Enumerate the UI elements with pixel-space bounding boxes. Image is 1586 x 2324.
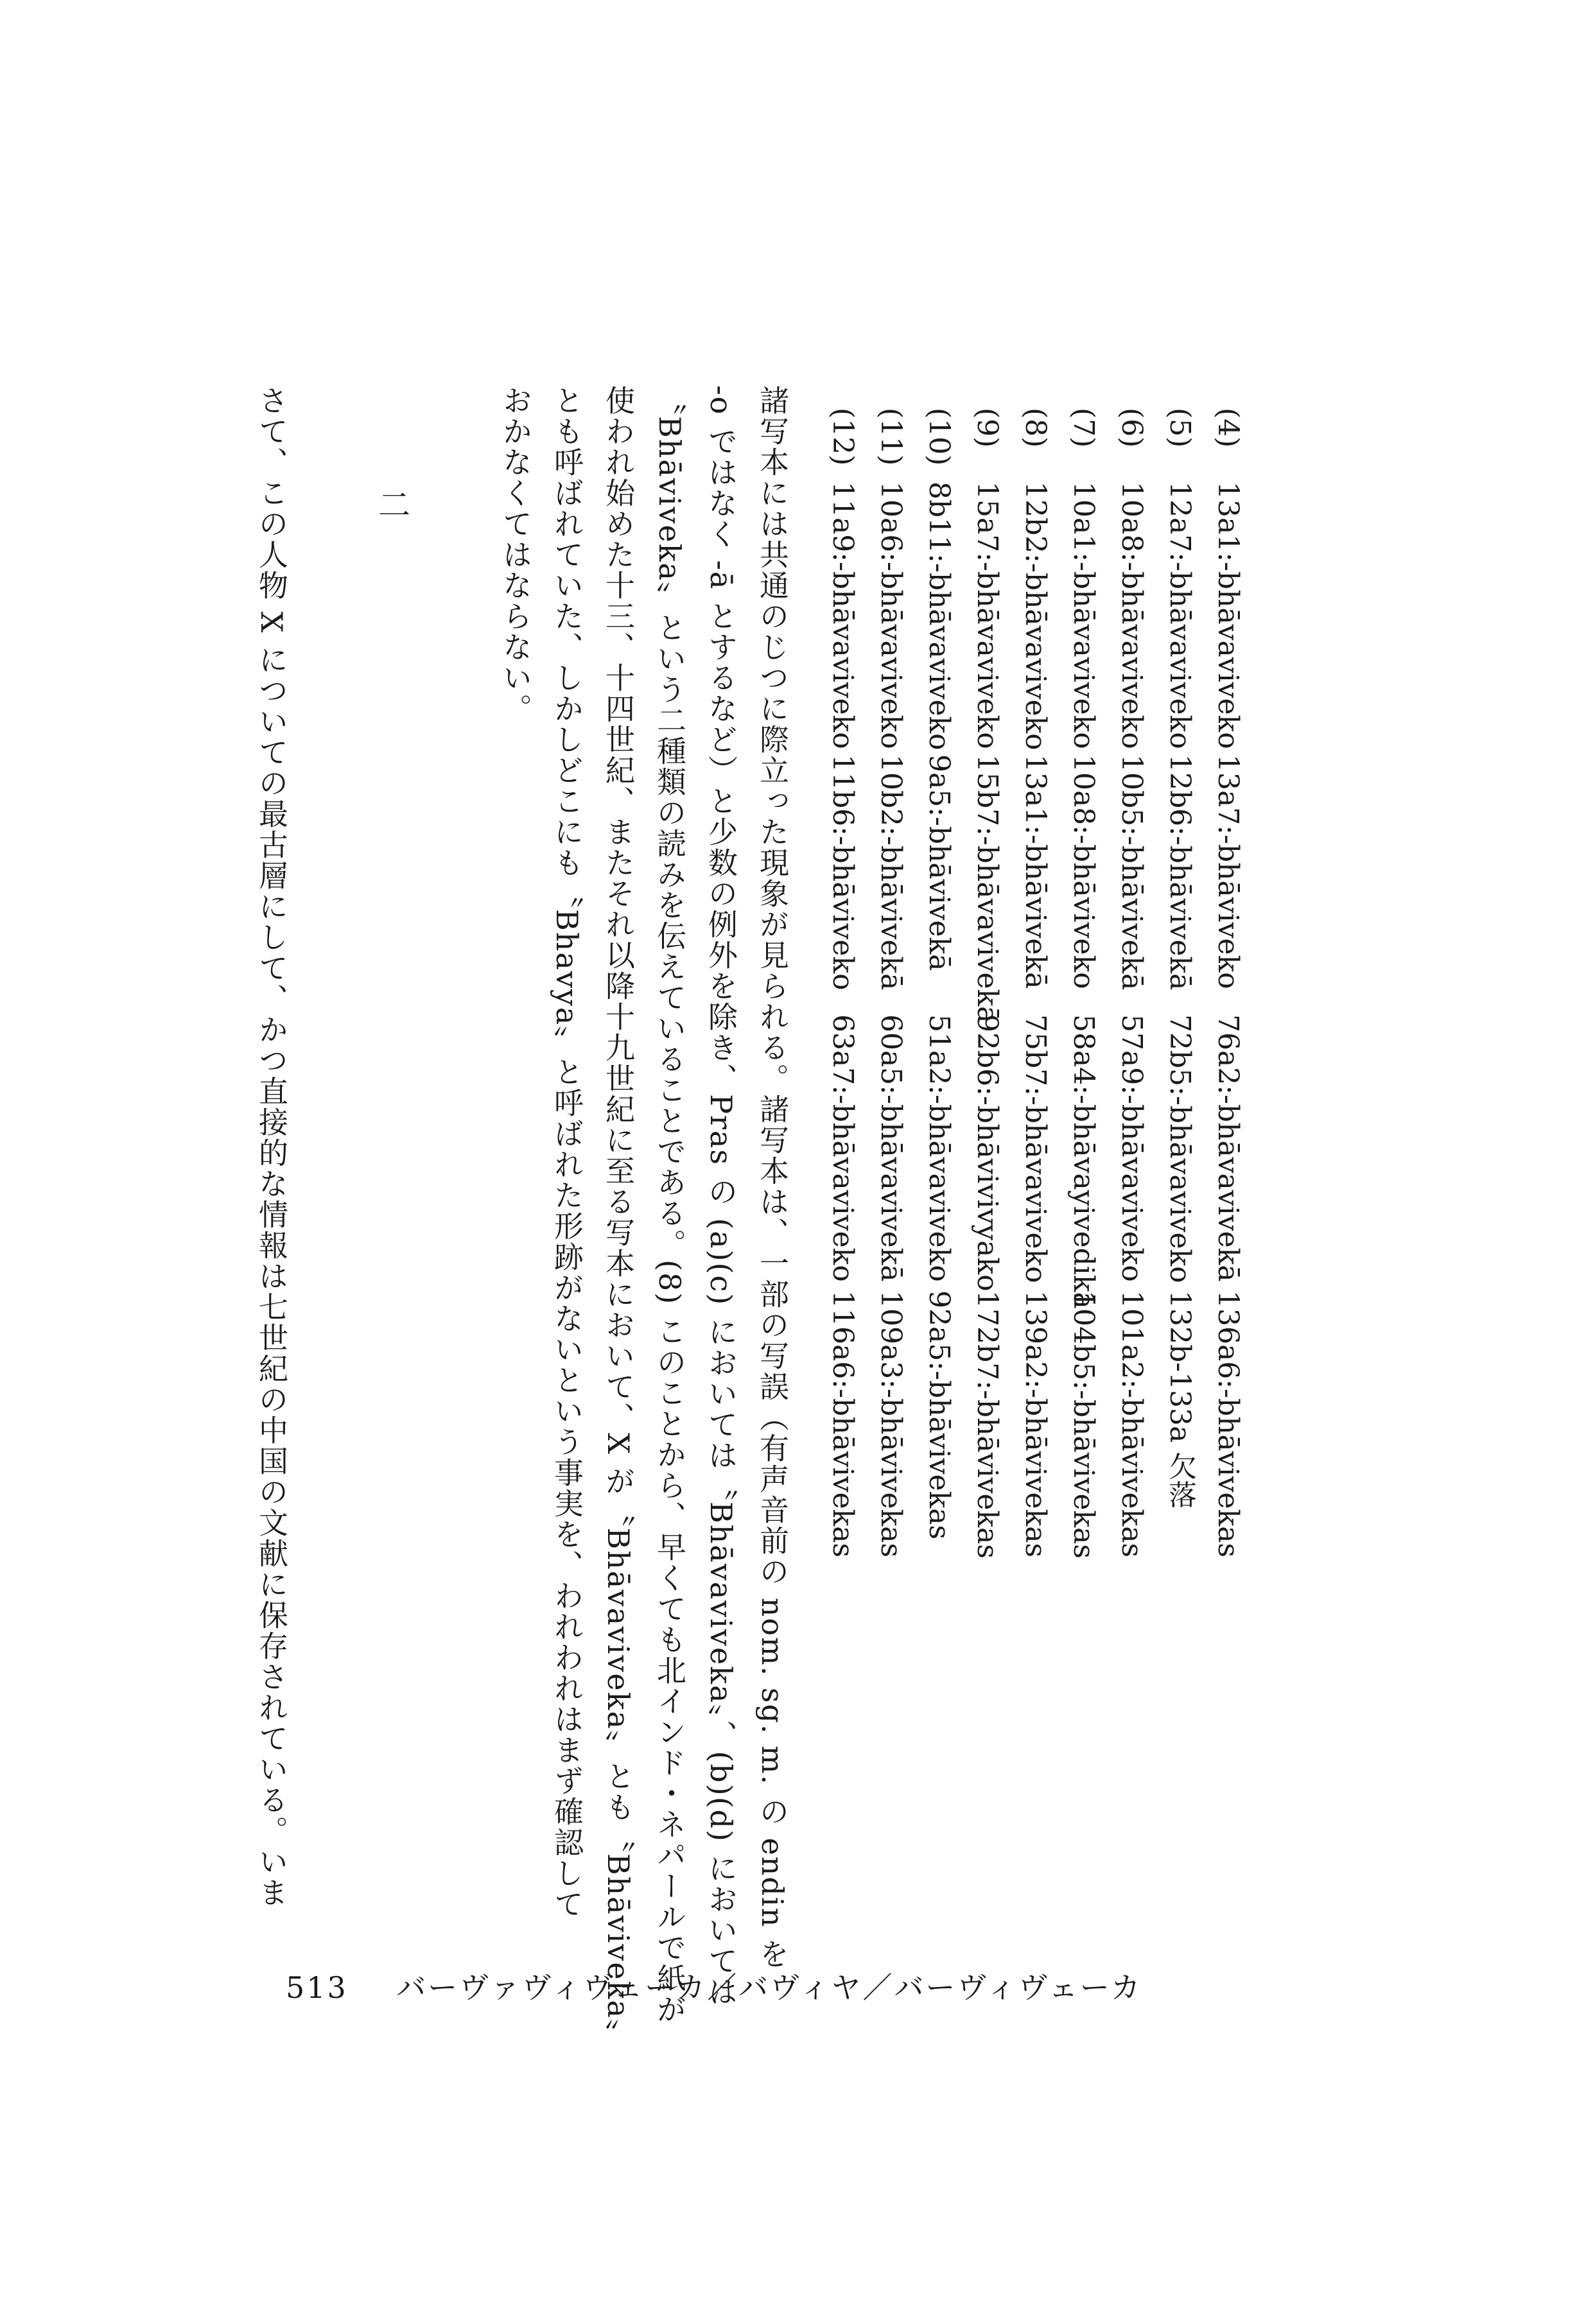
cell-c3: 92b6:-bhāvivivyako bbox=[971, 1014, 1004, 1292]
row-number: (7) bbox=[1067, 408, 1100, 448]
cell-c1: 12b2:-bhāvaviveko bbox=[1019, 481, 1052, 750]
text-line: 諸写本には共通のじつに際立った現象が見られる。諸写本は、一部の写誤（有声音前の nom. sg. m. の endin を bbox=[755, 385, 790, 1970]
cell-c1: 10a1:-bhāvaviveko bbox=[1067, 481, 1100, 749]
text-line: とも呼ばれていた、しかしどこにも〝Bhavya〟と呼ばれた形跡がないという事実を、われわれはまず確認して bbox=[550, 385, 584, 1920]
cell-c4: 116a6:-bhāvivekas bbox=[826, 1290, 859, 1557]
cell-c3: 51a2:-bhāvaviveko bbox=[923, 1014, 955, 1282]
section-heading: 二 bbox=[373, 488, 410, 520]
cell-c3: 60a5:-bhāvavivekā bbox=[875, 1014, 907, 1282]
cell-c4: 104b5:-bhāvivekas bbox=[1067, 1290, 1100, 1559]
cell-c1: 10a8:-bhāvaviveko bbox=[1115, 481, 1148, 749]
cell-c2: 10b2:-bhāvivekā bbox=[875, 754, 907, 991]
text-line: 〝Bhāviveka〟という二種類の読みを伝えていることである。(8) このことから、早くても北インド・ネパールで紙が bbox=[652, 385, 687, 2025]
cell-c1: 10a6:-bhāvaviveko bbox=[875, 481, 907, 749]
row-number: (6) bbox=[1115, 408, 1148, 448]
cell-c4: 92a5:-bhāvivekas bbox=[923, 1290, 955, 1539]
cell-c2: 12b6:-bhāvivekā bbox=[1163, 754, 1196, 991]
page-footer bbox=[286, 1964, 1142, 2007]
row-number: (8) bbox=[1019, 408, 1052, 448]
cell-c2: 15b7:-bhāvavivekā bbox=[971, 754, 1004, 1023]
text-line: 使われ始めた十三、十四世紀、またそれ以降十九世紀に至る写本において、X が〝Bhāvaviveka〟とも〝Bhāviveka〟 bbox=[601, 385, 636, 2050]
row-number: (10) bbox=[923, 408, 955, 466]
cell-c2: 13a1:-bhāvivekā bbox=[1019, 754, 1052, 989]
cell-c3: 75b7:-bhāvaviveko bbox=[1019, 1014, 1052, 1283]
cell-c2: 11b6:-bhāviveko bbox=[826, 754, 859, 991]
cell-c3: 58a4:-bhāvayivedikā bbox=[1067, 1014, 1100, 1309]
cell-c1: 13a1:-bhāvaviveko bbox=[1212, 481, 1244, 749]
cell-c4: 109a3:-bhāvivekas bbox=[875, 1290, 907, 1557]
cell-c2: 10b5:-bhāvivekā bbox=[1115, 754, 1148, 991]
cell-c4: 172b7:-bhāvivekas bbox=[971, 1290, 1004, 1559]
cell-c2: 9a5:-bhāvivekā bbox=[923, 754, 955, 971]
row-number: (12) bbox=[826, 408, 859, 466]
cell-c3: 63a7:-bhāvaviveko bbox=[826, 1014, 859, 1282]
cell-c3: 72b5:-bhāvaviveko bbox=[1163, 1014, 1196, 1283]
row-number: (4) bbox=[1212, 408, 1244, 448]
text-line: さて、この人物 X についての最古層にして、かつ直接的な情報は七世紀の中国の文献に保存されている。いま bbox=[254, 385, 289, 1908]
cell-c4: 101a2:-bhāvivekas bbox=[1115, 1290, 1148, 1557]
row-number: (9) bbox=[971, 408, 1004, 448]
cell-c4: 139a2:-bhāvivekas bbox=[1019, 1290, 1052, 1557]
text-line: おかなくてはならない。 bbox=[498, 385, 533, 724]
cell-c1: 15a7:-bhāvaviveko bbox=[971, 481, 1004, 749]
cell-c1: 8b11:-bhāvaviveko bbox=[923, 481, 955, 750]
cell-c2: 13a7:-bhāviveko bbox=[1212, 754, 1244, 989]
cell-c2: 10a8:-bhāviveko bbox=[1067, 754, 1100, 989]
row-number: (5) bbox=[1163, 408, 1196, 448]
cell-c1: 12a7:-bhāvaviveko bbox=[1163, 481, 1196, 749]
cell-c3: 57a9:-bhāvaviveko bbox=[1115, 1014, 1148, 1282]
running-title: バーヴァヴィヴェーカ／バヴィヤ／バーヴィヴェーカ bbox=[396, 1970, 1142, 2005]
cell-c4: 136a6:-bhāvivekas bbox=[1212, 1290, 1244, 1557]
text-line: -o ではなく -ā とするなど）と少数の例外を除き、Pras の (a)(c) においては〝Bhāvaviveka〟、(b)(d) においては bbox=[704, 385, 738, 2007]
cell-c1: 11a9:-bhāvaviveko bbox=[826, 481, 859, 749]
page-number: 513 bbox=[286, 1970, 348, 2005]
cell-c3: 76a2:-bhāvavivekā bbox=[1212, 1014, 1244, 1282]
row-number: (11) bbox=[875, 408, 907, 466]
cell-c4: 132b-133a 欠落 bbox=[1163, 1290, 1196, 1509]
